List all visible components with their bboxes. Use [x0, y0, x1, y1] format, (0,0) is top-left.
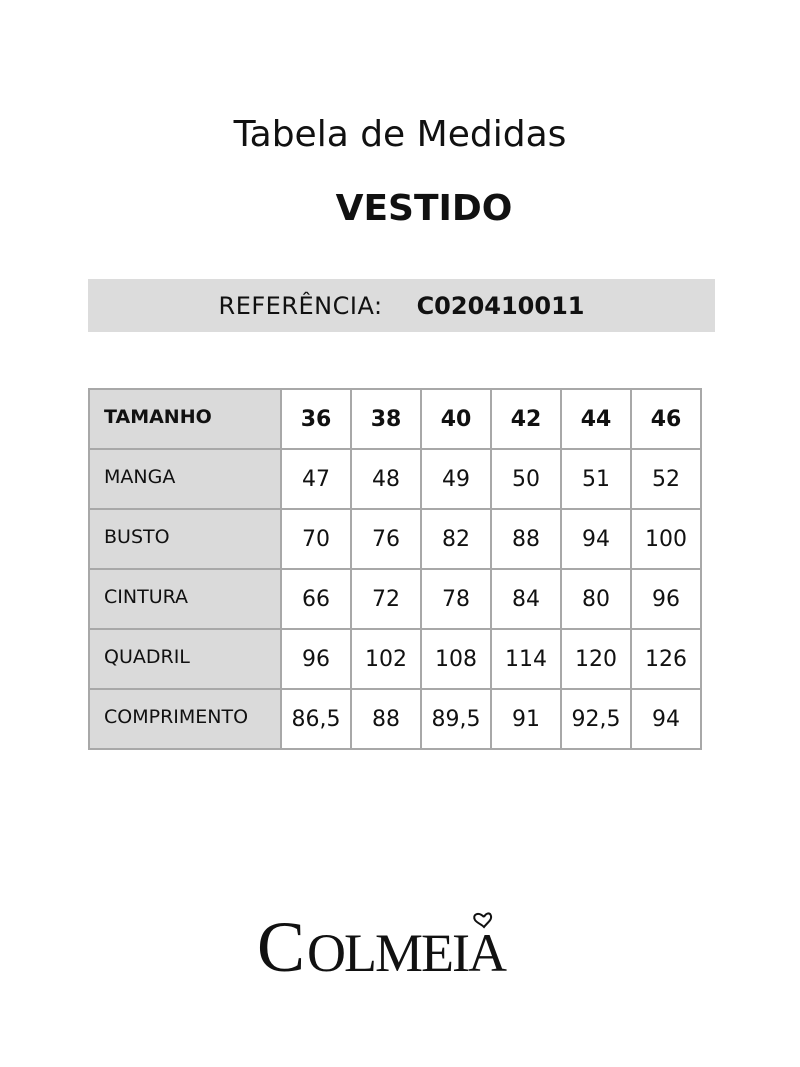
table-cell: 88 — [351, 689, 421, 749]
table-cell: 46 — [631, 389, 701, 449]
table-cell: 51 — [561, 449, 631, 509]
row-label: TAMANHO — [89, 389, 281, 449]
brand-logo — [255, 895, 555, 980]
table-cell: 47 — [281, 449, 351, 509]
table-cell: 120 — [561, 629, 631, 689]
size-header-row — [89, 389, 701, 449]
table-cell: 72 — [351, 569, 421, 629]
svg-text:OLMEIA: OLMEIA — [307, 923, 505, 980]
table-cell: 94 — [561, 509, 631, 569]
table-row — [89, 569, 701, 629]
table-cell: 82 — [421, 509, 491, 569]
table-row — [89, 509, 701, 569]
table-row — [89, 689, 701, 749]
table-cell: 80 — [561, 569, 631, 629]
row-label: BUSTO — [89, 509, 281, 569]
table-cell: 38 — [351, 389, 421, 449]
table-cell: 48 — [351, 449, 421, 509]
table-cell: 114 — [491, 629, 561, 689]
table-cell: 49 — [421, 449, 491, 509]
table-cell: 96 — [281, 629, 351, 689]
table-cell: 50 — [491, 449, 561, 509]
table-cell: 86,5 — [281, 689, 351, 749]
table-cell: 66 — [281, 569, 351, 629]
size-table — [88, 388, 702, 750]
table-cell: 102 — [351, 629, 421, 689]
table-cell: 52 — [631, 449, 701, 509]
row-label: COMPRIMENTO — [89, 689, 281, 749]
table-cell: 76 — [351, 509, 421, 569]
table-cell: 108 — [421, 629, 491, 689]
table-cell: 84 — [491, 569, 561, 629]
table-cell: 88 — [491, 509, 561, 569]
table-cell: 36 — [281, 389, 351, 449]
table-cell: 94 — [631, 689, 701, 749]
reference-label: REFERÊNCIA: — [218, 291, 383, 320]
table-cell: 42 — [491, 389, 561, 449]
table-row — [89, 449, 701, 509]
table-cell: 70 — [281, 509, 351, 569]
table-cell: 91 — [491, 689, 561, 749]
row-label: CINTURA — [89, 569, 281, 629]
product-type: VESTIDO — [335, 188, 513, 229]
reference-value: C020410011 — [416, 291, 585, 320]
table-cell: 40 — [421, 389, 491, 449]
reference-bar — [88, 279, 715, 332]
table-cell: 78 — [421, 569, 491, 629]
table-row — [89, 629, 701, 689]
table-cell: 100 — [631, 509, 701, 569]
row-label: QUADRIL — [89, 629, 281, 689]
page-title: Tabela de Medidas — [233, 114, 567, 155]
table-cell: 44 — [561, 389, 631, 449]
table-cell: 96 — [631, 569, 701, 629]
table-cell: 92,5 — [561, 689, 631, 749]
row-label: MANGA — [89, 449, 281, 509]
svg-text:C: C — [257, 907, 306, 980]
table-cell: 89,5 — [421, 689, 491, 749]
table-cell: 126 — [631, 629, 701, 689]
